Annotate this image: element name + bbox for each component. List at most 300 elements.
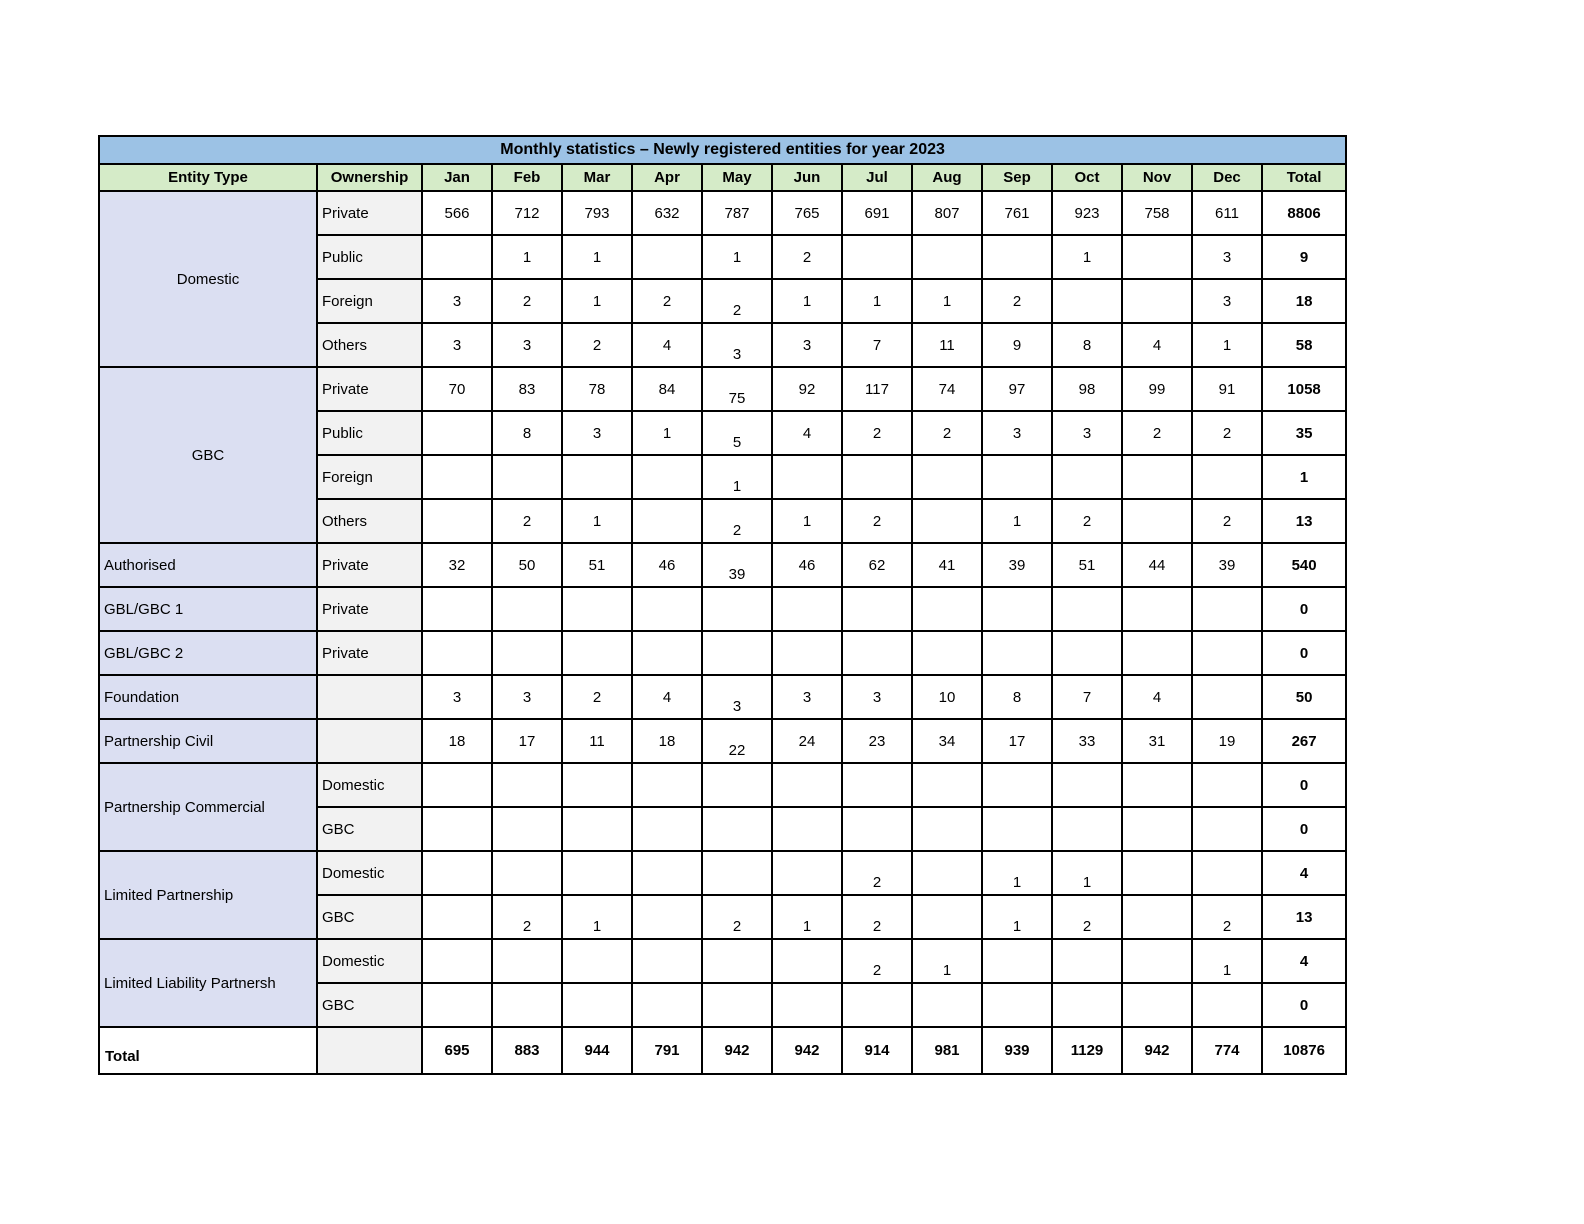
- data-cell: [702, 587, 772, 631]
- ownership-cell: Others: [317, 499, 422, 543]
- row-total-cell: 1058: [1262, 367, 1346, 411]
- data-cell: 46: [632, 543, 702, 587]
- data-cell: 2: [842, 499, 912, 543]
- table-row: [99, 367, 1346, 411]
- column-header-dec: Dec: [1192, 164, 1262, 191]
- data-cell: [1122, 279, 1192, 323]
- total-row-cell: 942: [772, 1027, 842, 1074]
- data-cell: 98: [1052, 367, 1122, 411]
- data-cell: [982, 807, 1052, 851]
- total-row-cell: 914: [842, 1027, 912, 1074]
- data-cell: [702, 763, 772, 807]
- data-cell: 33: [1052, 719, 1122, 763]
- data-cell: 22: [702, 719, 772, 763]
- data-cell: [632, 939, 702, 983]
- data-cell: 1: [1052, 235, 1122, 279]
- data-cell: 3: [772, 675, 842, 719]
- data-cell: 793: [562, 191, 632, 235]
- data-cell: 2: [1192, 499, 1262, 543]
- data-cell: 51: [562, 543, 632, 587]
- column-header-feb: Feb: [492, 164, 562, 191]
- data-cell: [632, 983, 702, 1027]
- column-header-jun: Jun: [772, 164, 842, 191]
- data-cell: 1: [1052, 851, 1122, 895]
- data-cell: 2: [1122, 411, 1192, 455]
- data-cell: [632, 851, 702, 895]
- row-total-cell: 540: [1262, 543, 1346, 587]
- data-cell: 2: [702, 499, 772, 543]
- data-cell: 62: [842, 543, 912, 587]
- data-cell: 74: [912, 367, 982, 411]
- data-cell: [912, 851, 982, 895]
- data-cell: 3: [422, 279, 492, 323]
- data-cell: 4: [772, 411, 842, 455]
- data-cell: 11: [912, 323, 982, 367]
- total-row-cell: 774: [1192, 1027, 1262, 1074]
- row-total-cell: 0: [1262, 807, 1346, 851]
- data-cell: [422, 411, 492, 455]
- table-row: [99, 543, 1346, 587]
- data-cell: 23: [842, 719, 912, 763]
- row-total-cell: 8806: [1262, 191, 1346, 235]
- data-cell: 18: [632, 719, 702, 763]
- entity-type-cell: Partnership Commercial: [99, 763, 317, 851]
- data-cell: [632, 455, 702, 499]
- data-cell: 3: [982, 411, 1052, 455]
- total-row-label: Total: [99, 1027, 317, 1074]
- data-cell: [1192, 851, 1262, 895]
- data-cell: 3: [562, 411, 632, 455]
- data-cell: 18: [422, 719, 492, 763]
- data-cell: 1: [912, 279, 982, 323]
- row-total-cell: 267: [1262, 719, 1346, 763]
- data-cell: [982, 763, 1052, 807]
- data-cell: 7: [842, 323, 912, 367]
- data-cell: 2: [1052, 895, 1122, 939]
- data-cell: [562, 851, 632, 895]
- data-cell: 2: [1192, 411, 1262, 455]
- entity-type-cell: GBC: [99, 367, 317, 543]
- row-total-cell: 0: [1262, 587, 1346, 631]
- data-cell: 1: [982, 499, 1052, 543]
- data-cell: [1192, 587, 1262, 631]
- data-cell: [422, 851, 492, 895]
- data-cell: [982, 939, 1052, 983]
- data-cell: [982, 983, 1052, 1027]
- total-row-cell: 939: [982, 1027, 1052, 1074]
- data-cell: [562, 939, 632, 983]
- entity-type-cell: GBL/GBC 2: [99, 631, 317, 675]
- table-row: [99, 631, 1346, 675]
- data-cell: [1122, 939, 1192, 983]
- data-cell: [492, 807, 562, 851]
- data-cell: 1: [1192, 939, 1262, 983]
- column-header-aug: Aug: [912, 164, 982, 191]
- data-cell: 50: [492, 543, 562, 587]
- data-cell: [562, 631, 632, 675]
- data-cell: [702, 851, 772, 895]
- data-cell: 3: [492, 675, 562, 719]
- ownership-cell: [317, 719, 422, 763]
- data-cell: 4: [632, 675, 702, 719]
- data-cell: [632, 807, 702, 851]
- data-cell: [422, 895, 492, 939]
- row-total-cell: 0: [1262, 631, 1346, 675]
- data-cell: [492, 455, 562, 499]
- data-cell: 2: [562, 675, 632, 719]
- table-row: [99, 191, 1346, 235]
- row-total-cell: 0: [1262, 763, 1346, 807]
- ownership-cell: GBC: [317, 983, 422, 1027]
- data-cell: 2: [842, 895, 912, 939]
- data-cell: [702, 631, 772, 675]
- data-cell: [562, 763, 632, 807]
- table-row: [99, 587, 1346, 631]
- data-cell: 39: [1192, 543, 1262, 587]
- data-cell: [1122, 499, 1192, 543]
- table-row: [99, 719, 1346, 763]
- data-cell: 9: [982, 323, 1052, 367]
- data-cell: [912, 587, 982, 631]
- data-cell: 4: [1122, 675, 1192, 719]
- data-cell: [842, 983, 912, 1027]
- data-cell: [772, 939, 842, 983]
- data-cell: 8: [492, 411, 562, 455]
- data-cell: 1: [702, 235, 772, 279]
- data-cell: [632, 499, 702, 543]
- data-cell: [1122, 851, 1192, 895]
- data-cell: [1052, 587, 1122, 631]
- data-cell: 99: [1122, 367, 1192, 411]
- table-row: [99, 675, 1346, 719]
- data-cell: 1: [772, 499, 842, 543]
- data-cell: 2: [562, 323, 632, 367]
- column-header-apr: Apr: [632, 164, 702, 191]
- data-cell: [422, 939, 492, 983]
- column-header-ownership: Ownership: [317, 164, 422, 191]
- data-cell: 1: [562, 235, 632, 279]
- ownership-cell: Foreign: [317, 279, 422, 323]
- data-cell: 3: [842, 675, 912, 719]
- data-cell: 44: [1122, 543, 1192, 587]
- ownership-cell: Private: [317, 191, 422, 235]
- data-cell: 31: [1122, 719, 1192, 763]
- data-cell: [842, 807, 912, 851]
- data-cell: [1192, 631, 1262, 675]
- column-header-may: May: [702, 164, 772, 191]
- data-cell: [1122, 587, 1192, 631]
- data-cell: 2: [912, 411, 982, 455]
- row-total-cell: 58: [1262, 323, 1346, 367]
- data-cell: [912, 235, 982, 279]
- data-cell: 84: [632, 367, 702, 411]
- data-cell: [492, 587, 562, 631]
- data-cell: [842, 763, 912, 807]
- data-cell: 24: [772, 719, 842, 763]
- data-cell: 10: [912, 675, 982, 719]
- row-total-cell: 4: [1262, 851, 1346, 895]
- data-cell: [1122, 807, 1192, 851]
- column-header-oct: Oct: [1052, 164, 1122, 191]
- data-cell: 1: [562, 279, 632, 323]
- data-cell: 2: [842, 411, 912, 455]
- data-cell: 3: [1192, 235, 1262, 279]
- table-row: [99, 763, 1346, 807]
- data-cell: 3: [1052, 411, 1122, 455]
- data-cell: [842, 587, 912, 631]
- data-cell: [1052, 763, 1122, 807]
- data-cell: [1052, 807, 1122, 851]
- data-cell: [772, 587, 842, 631]
- data-cell: [1122, 895, 1192, 939]
- data-cell: 3: [422, 323, 492, 367]
- data-cell: [982, 235, 1052, 279]
- ownership-cell: Domestic: [317, 939, 422, 983]
- data-cell: 566: [422, 191, 492, 235]
- data-cell: [492, 763, 562, 807]
- data-cell: 83: [492, 367, 562, 411]
- data-cell: 1: [632, 411, 702, 455]
- data-cell: 41: [912, 543, 982, 587]
- data-cell: 1: [562, 499, 632, 543]
- data-cell: [842, 235, 912, 279]
- data-cell: 46: [772, 543, 842, 587]
- column-header-jan: Jan: [422, 164, 492, 191]
- data-cell: 1: [982, 851, 1052, 895]
- data-cell: 807: [912, 191, 982, 235]
- data-cell: 1: [772, 279, 842, 323]
- entity-type-cell: Limited Liability Partnersh: [99, 939, 317, 1027]
- data-cell: [422, 587, 492, 631]
- ownership-cell: Domestic: [317, 763, 422, 807]
- data-cell: 3: [1192, 279, 1262, 323]
- data-cell: [1052, 983, 1122, 1027]
- data-cell: 39: [982, 543, 1052, 587]
- data-cell: [912, 895, 982, 939]
- data-cell: [702, 983, 772, 1027]
- data-cell: [562, 983, 632, 1027]
- data-cell: [422, 763, 492, 807]
- row-total-cell: 13: [1262, 499, 1346, 543]
- data-cell: 92: [772, 367, 842, 411]
- data-cell: [422, 631, 492, 675]
- data-cell: 1: [842, 279, 912, 323]
- data-cell: [772, 983, 842, 1027]
- data-cell: [562, 587, 632, 631]
- ownership-cell: Private: [317, 587, 422, 631]
- total-row-cell: 981: [912, 1027, 982, 1074]
- data-cell: 2: [492, 499, 562, 543]
- column-header-entity-type: Entity Type: [99, 164, 317, 191]
- data-cell: 8: [982, 675, 1052, 719]
- ownership-cell: [317, 675, 422, 719]
- data-cell: 97: [982, 367, 1052, 411]
- data-cell: [492, 983, 562, 1027]
- data-cell: 7: [1052, 675, 1122, 719]
- data-cell: 1: [702, 455, 772, 499]
- data-cell: 4: [632, 323, 702, 367]
- column-header-jul: Jul: [842, 164, 912, 191]
- table-row: [99, 939, 1346, 983]
- data-cell: [422, 807, 492, 851]
- data-cell: 2: [772, 235, 842, 279]
- data-cell: 3: [772, 323, 842, 367]
- data-cell: [1192, 675, 1262, 719]
- data-cell: [632, 587, 702, 631]
- data-cell: 2: [842, 939, 912, 983]
- grand-total-row: [99, 1027, 1346, 1074]
- data-cell: [982, 631, 1052, 675]
- data-cell: 2: [702, 279, 772, 323]
- data-cell: 34: [912, 719, 982, 763]
- row-total-cell: 1: [1262, 455, 1346, 499]
- data-cell: 2: [702, 895, 772, 939]
- row-total-cell: 9: [1262, 235, 1346, 279]
- entity-type-cell: Foundation: [99, 675, 317, 719]
- total-row-cell: 695: [422, 1027, 492, 1074]
- entity-type-cell: Authorised: [99, 543, 317, 587]
- data-cell: 1: [912, 939, 982, 983]
- entity-type-cell: Partnership Civil: [99, 719, 317, 763]
- data-cell: 5: [702, 411, 772, 455]
- data-cell: 32: [422, 543, 492, 587]
- data-cell: [1192, 807, 1262, 851]
- data-cell: [1052, 631, 1122, 675]
- statistics-table: [98, 135, 1347, 1075]
- data-cell: [772, 455, 842, 499]
- data-cell: [422, 499, 492, 543]
- data-cell: 19: [1192, 719, 1262, 763]
- data-cell: [632, 763, 702, 807]
- data-cell: [492, 851, 562, 895]
- total-row-cell: 791: [632, 1027, 702, 1074]
- data-cell: 1: [772, 895, 842, 939]
- data-cell: [772, 807, 842, 851]
- data-cell: [982, 455, 1052, 499]
- data-cell: [422, 983, 492, 1027]
- data-cell: 761: [982, 191, 1052, 235]
- data-cell: 2: [842, 851, 912, 895]
- data-cell: [1122, 455, 1192, 499]
- data-cell: 765: [772, 191, 842, 235]
- data-cell: [912, 499, 982, 543]
- data-cell: [912, 631, 982, 675]
- data-cell: 758: [1122, 191, 1192, 235]
- data-cell: 2: [632, 279, 702, 323]
- data-cell: 8: [1052, 323, 1122, 367]
- data-cell: 632: [632, 191, 702, 235]
- data-cell: 691: [842, 191, 912, 235]
- total-row-cell: 942: [1122, 1027, 1192, 1074]
- data-cell: 712: [492, 191, 562, 235]
- data-cell: 75: [702, 367, 772, 411]
- data-cell: [1192, 983, 1262, 1027]
- row-total-cell: 18: [1262, 279, 1346, 323]
- column-header-nov: Nov: [1122, 164, 1192, 191]
- data-cell: [912, 455, 982, 499]
- ownership-cell: Public: [317, 411, 422, 455]
- data-cell: [842, 455, 912, 499]
- ownership-cell: GBC: [317, 895, 422, 939]
- data-cell: [562, 807, 632, 851]
- entity-type-cell: Limited Partnership: [99, 851, 317, 939]
- data-cell: [1122, 235, 1192, 279]
- total-row-cell: 942: [702, 1027, 772, 1074]
- total-row-cell: 883: [492, 1027, 562, 1074]
- row-total-cell: 4: [1262, 939, 1346, 983]
- row-total-cell: 35: [1262, 411, 1346, 455]
- data-cell: 2: [1192, 895, 1262, 939]
- data-cell: [1052, 939, 1122, 983]
- data-cell: 2: [982, 279, 1052, 323]
- data-cell: 1: [562, 895, 632, 939]
- data-cell: 91: [1192, 367, 1262, 411]
- statistics-sheet: [98, 135, 1347, 1075]
- data-cell: 1: [1192, 323, 1262, 367]
- data-cell: 2: [492, 279, 562, 323]
- data-cell: [912, 983, 982, 1027]
- ownership-cell: Domestic: [317, 851, 422, 895]
- data-cell: 1: [982, 895, 1052, 939]
- ownership-cell: Foreign: [317, 455, 422, 499]
- total-row-cell: 1129: [1052, 1027, 1122, 1074]
- data-cell: [842, 631, 912, 675]
- data-cell: 70: [422, 367, 492, 411]
- data-cell: [492, 939, 562, 983]
- data-cell: [1052, 279, 1122, 323]
- ownership-cell: Private: [317, 367, 422, 411]
- data-cell: 611: [1192, 191, 1262, 235]
- row-total-cell: 0: [1262, 983, 1346, 1027]
- data-cell: [562, 455, 632, 499]
- data-cell: [772, 631, 842, 675]
- data-cell: [1122, 983, 1192, 1027]
- data-cell: [912, 807, 982, 851]
- data-cell: [632, 895, 702, 939]
- data-cell: [772, 851, 842, 895]
- data-cell: [772, 763, 842, 807]
- total-row-cell: 944: [562, 1027, 632, 1074]
- entity-type-cell: Domestic: [99, 191, 317, 367]
- ownership-cell: Others: [317, 323, 422, 367]
- data-cell: 39: [702, 543, 772, 587]
- column-header-mar: Mar: [562, 164, 632, 191]
- ownership-cell: Private: [317, 543, 422, 587]
- entity-type-cell: GBL/GBC 1: [99, 587, 317, 631]
- data-cell: 2: [492, 895, 562, 939]
- data-cell: 1: [492, 235, 562, 279]
- data-cell: 117: [842, 367, 912, 411]
- data-cell: [1122, 631, 1192, 675]
- data-cell: 78: [562, 367, 632, 411]
- data-cell: [1052, 455, 1122, 499]
- data-cell: [912, 763, 982, 807]
- data-cell: [422, 235, 492, 279]
- data-cell: 11: [562, 719, 632, 763]
- data-cell: [422, 455, 492, 499]
- data-cell: 4: [1122, 323, 1192, 367]
- data-cell: [632, 631, 702, 675]
- data-cell: 17: [982, 719, 1052, 763]
- data-cell: [492, 631, 562, 675]
- data-cell: 3: [702, 323, 772, 367]
- data-cell: 3: [422, 675, 492, 719]
- data-cell: 923: [1052, 191, 1122, 235]
- table-title: Monthly statistics – Newly registered entities for year 2023: [99, 136, 1346, 164]
- row-total-cell: 50: [1262, 675, 1346, 719]
- data-cell: [1122, 763, 1192, 807]
- data-cell: [632, 235, 702, 279]
